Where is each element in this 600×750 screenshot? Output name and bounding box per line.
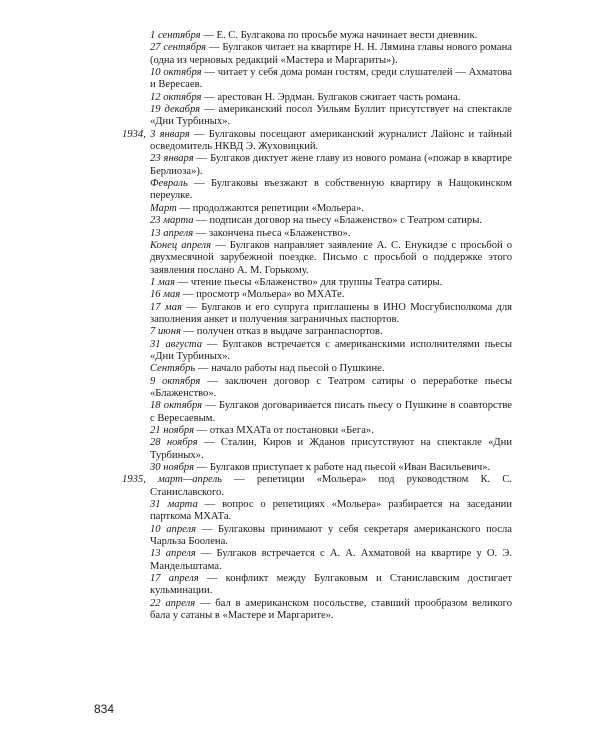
chronology-entry	[92, 178, 512, 203]
entry-text: — арестован Н. Эрдман. Булгаков сжигает часть романа.	[201, 91, 461, 103]
page-number: 834	[94, 702, 115, 716]
entry-date: 30 ноября	[150, 462, 194, 474]
chronology-entry	[92, 30, 512, 42]
entry-text: — Булгаков встречается с А. А. Ахматовой на квартире у О. Э. Мандельштама.	[150, 548, 513, 572]
chronology-entry	[92, 203, 512, 215]
entry-text: — Булгаков читает на квартире Н. Н. Лямина главы нового романа (одна из черновых редакций «Мастера и Маргариты»).	[150, 42, 512, 66]
entry-text: — начало работы над пьесой о Пушкине.	[195, 363, 385, 375]
chronology-entry	[92, 92, 512, 104]
chronology-entry	[92, 339, 512, 364]
entry-text: — просмотр «Мольера» во МХАТе.	[180, 289, 345, 301]
entry-date: 17 апреля	[150, 573, 199, 585]
chronology-entry	[92, 598, 512, 623]
entry-date: март—апрель	[157, 474, 223, 486]
entry-text: — отказ МХАТа от постановки «Бега».	[194, 425, 374, 436]
entry-date: 23 января	[150, 153, 194, 165]
entry-date: 1 сентября	[150, 30, 201, 41]
chronology-text	[92, 30, 512, 623]
entry-date: 3 января	[150, 128, 190, 140]
entry-text: — американский посол Уильям Буллит присутствует на спектакле «Дни Турбиных».	[150, 104, 512, 128]
entry-date: 9 октября	[150, 375, 201, 387]
chronology-entry	[92, 400, 512, 425]
chronology-entry	[92, 289, 512, 301]
entry-date: 10 октября	[150, 67, 202, 79]
entry-year: 1934,	[122, 128, 151, 140]
entry-date: 28 ноября	[150, 437, 198, 449]
entry-date: 18 октября	[150, 400, 203, 412]
chronology-entry	[92, 548, 512, 573]
entry-date: 31 марта	[150, 499, 198, 511]
chronology-entry	[92, 326, 512, 338]
chronology-entry	[92, 437, 512, 462]
entry-date: 12 октября	[150, 91, 202, 103]
entry-year: 1935,	[122, 474, 158, 486]
entry-date: 13 апреля	[150, 548, 196, 560]
chronology-entry	[92, 42, 512, 67]
chronology-entry	[92, 153, 512, 178]
entry-text: — Булгаков приступает к работе над пьесой «Иван Васильевич».	[194, 462, 491, 474]
chronology-entry	[92, 67, 512, 92]
entry-text: — Булгаков и его супруга приглашены в ИНО Мосгубисполкома для заполнения анкет и получения заграничных паспортов.	[150, 301, 512, 325]
entry-date: 1 мая	[150, 276, 175, 288]
entry-text: — Булгаковы посещают американский журналист Лайонс и тайный осведомитель НКВД Э. Жуховицкий.	[150, 128, 512, 153]
entry-date: Февраль	[150, 178, 188, 190]
entry-text: — вопрос о репетициях «Мольера» разбирается на заседании парткома МХАТа.	[150, 499, 512, 523]
entry-text: — читает у себя дома роман гостям, среди слушателей — Ахматова и Вересаев.	[150, 67, 512, 91]
entry-text: — Булгаковы въезжают в собственную квартиру в Нащокинском переулке.	[150, 178, 512, 202]
chronology-entry	[92, 376, 512, 401]
chronology-entry	[92, 228, 512, 240]
entry-text: — бал в американском посольстве, ставший прообразом великого бала у сатаны в «Мастере и Маргарите».	[150, 597, 512, 622]
chronology-entry-year	[92, 474, 512, 499]
entry-date: 22 апреля	[150, 597, 196, 609]
chronology-entry	[92, 277, 512, 289]
entry-text: — закончена пьеса «Блаженство».	[193, 227, 351, 239]
chronology-entry-year	[92, 129, 512, 154]
entry-text: — Булгаков встречается с американскими исполнителями пьесы «Дни Турбиных».	[150, 338, 512, 362]
entry-date: 17 мая	[150, 301, 182, 313]
chronology-entry	[92, 363, 512, 375]
chronology-entry	[92, 499, 512, 524]
chronology-entry	[92, 104, 512, 129]
entry-text: — Булгаков договаривается писать пьесу о Пушкине в соавторстве с Вересаевым.	[150, 400, 512, 424]
entry-text: — конфликт между Булгаковым и Станиславским достигает кульминации.	[150, 573, 512, 597]
entry-text: — репетиции «Мольера» под руководством К. С. Станиславского.	[150, 474, 513, 498]
entry-date: 13 апреля	[150, 227, 194, 239]
entry-date: 19 декабря	[150, 104, 201, 116]
chronology-entry	[92, 302, 512, 327]
entry-date: Март	[150, 202, 177, 214]
chronology-entry	[92, 215, 512, 227]
entry-date: 21 ноября	[150, 425, 194, 436]
entry-date: Конец апреля	[150, 239, 212, 251]
entry-text: — Булгаков диктует жене главу из нового романа («пожар в квартире Берлиоза»).	[150, 153, 513, 177]
entry-date: 27 сентября	[150, 42, 207, 54]
chronology-entry	[92, 425, 512, 437]
entry-date: 31 августа	[150, 338, 203, 350]
entry-text: — подписан договор на пьесу «Блаженство» с Театром сатиры.	[193, 215, 482, 227]
entry-text: — чтение пьесы «Блаженство» для труппы Театра сатиры.	[174, 276, 443, 288]
chronology-entry	[92, 573, 512, 598]
entry-date: 23 марта	[150, 215, 194, 227]
entry-text: — заключен договор с Театром сатиры о переработке пьесы «Блаженство».	[150, 375, 512, 399]
entry-date: Сентябрь	[150, 363, 196, 375]
entry-text: — Сталин, Киров и Жданов присутствуют на спектакле «Дни Турбиных».	[150, 437, 512, 461]
chronology-entry	[92, 240, 512, 277]
entry-date: 7 июня	[150, 326, 181, 338]
chronology-entry	[92, 524, 512, 549]
entry-text: — продолжаются репетиции «Мольера».	[176, 202, 364, 214]
entry-text: — Булгаковы принимают у себя секретаря американского посла Чарльза Боолена.	[150, 523, 512, 548]
entry-text: — Е. С. Булгакова по просьбе мужа начинает вести дневник.	[200, 30, 478, 41]
chronology-entry	[92, 462, 512, 474]
entry-text: — получен отказ в выдаче загранпаспортов.	[180, 326, 383, 338]
entry-text: — Булгаков направляет заявление А. С. Енукидзе с просьбой о двухмесячной зарубежной поездке. Письмо с просьбой о поддержке этого заявления послано А. М. Горькому.	[150, 239, 512, 276]
entry-date: 16 мая	[150, 289, 181, 301]
entry-date: 10 апреля	[150, 523, 197, 535]
